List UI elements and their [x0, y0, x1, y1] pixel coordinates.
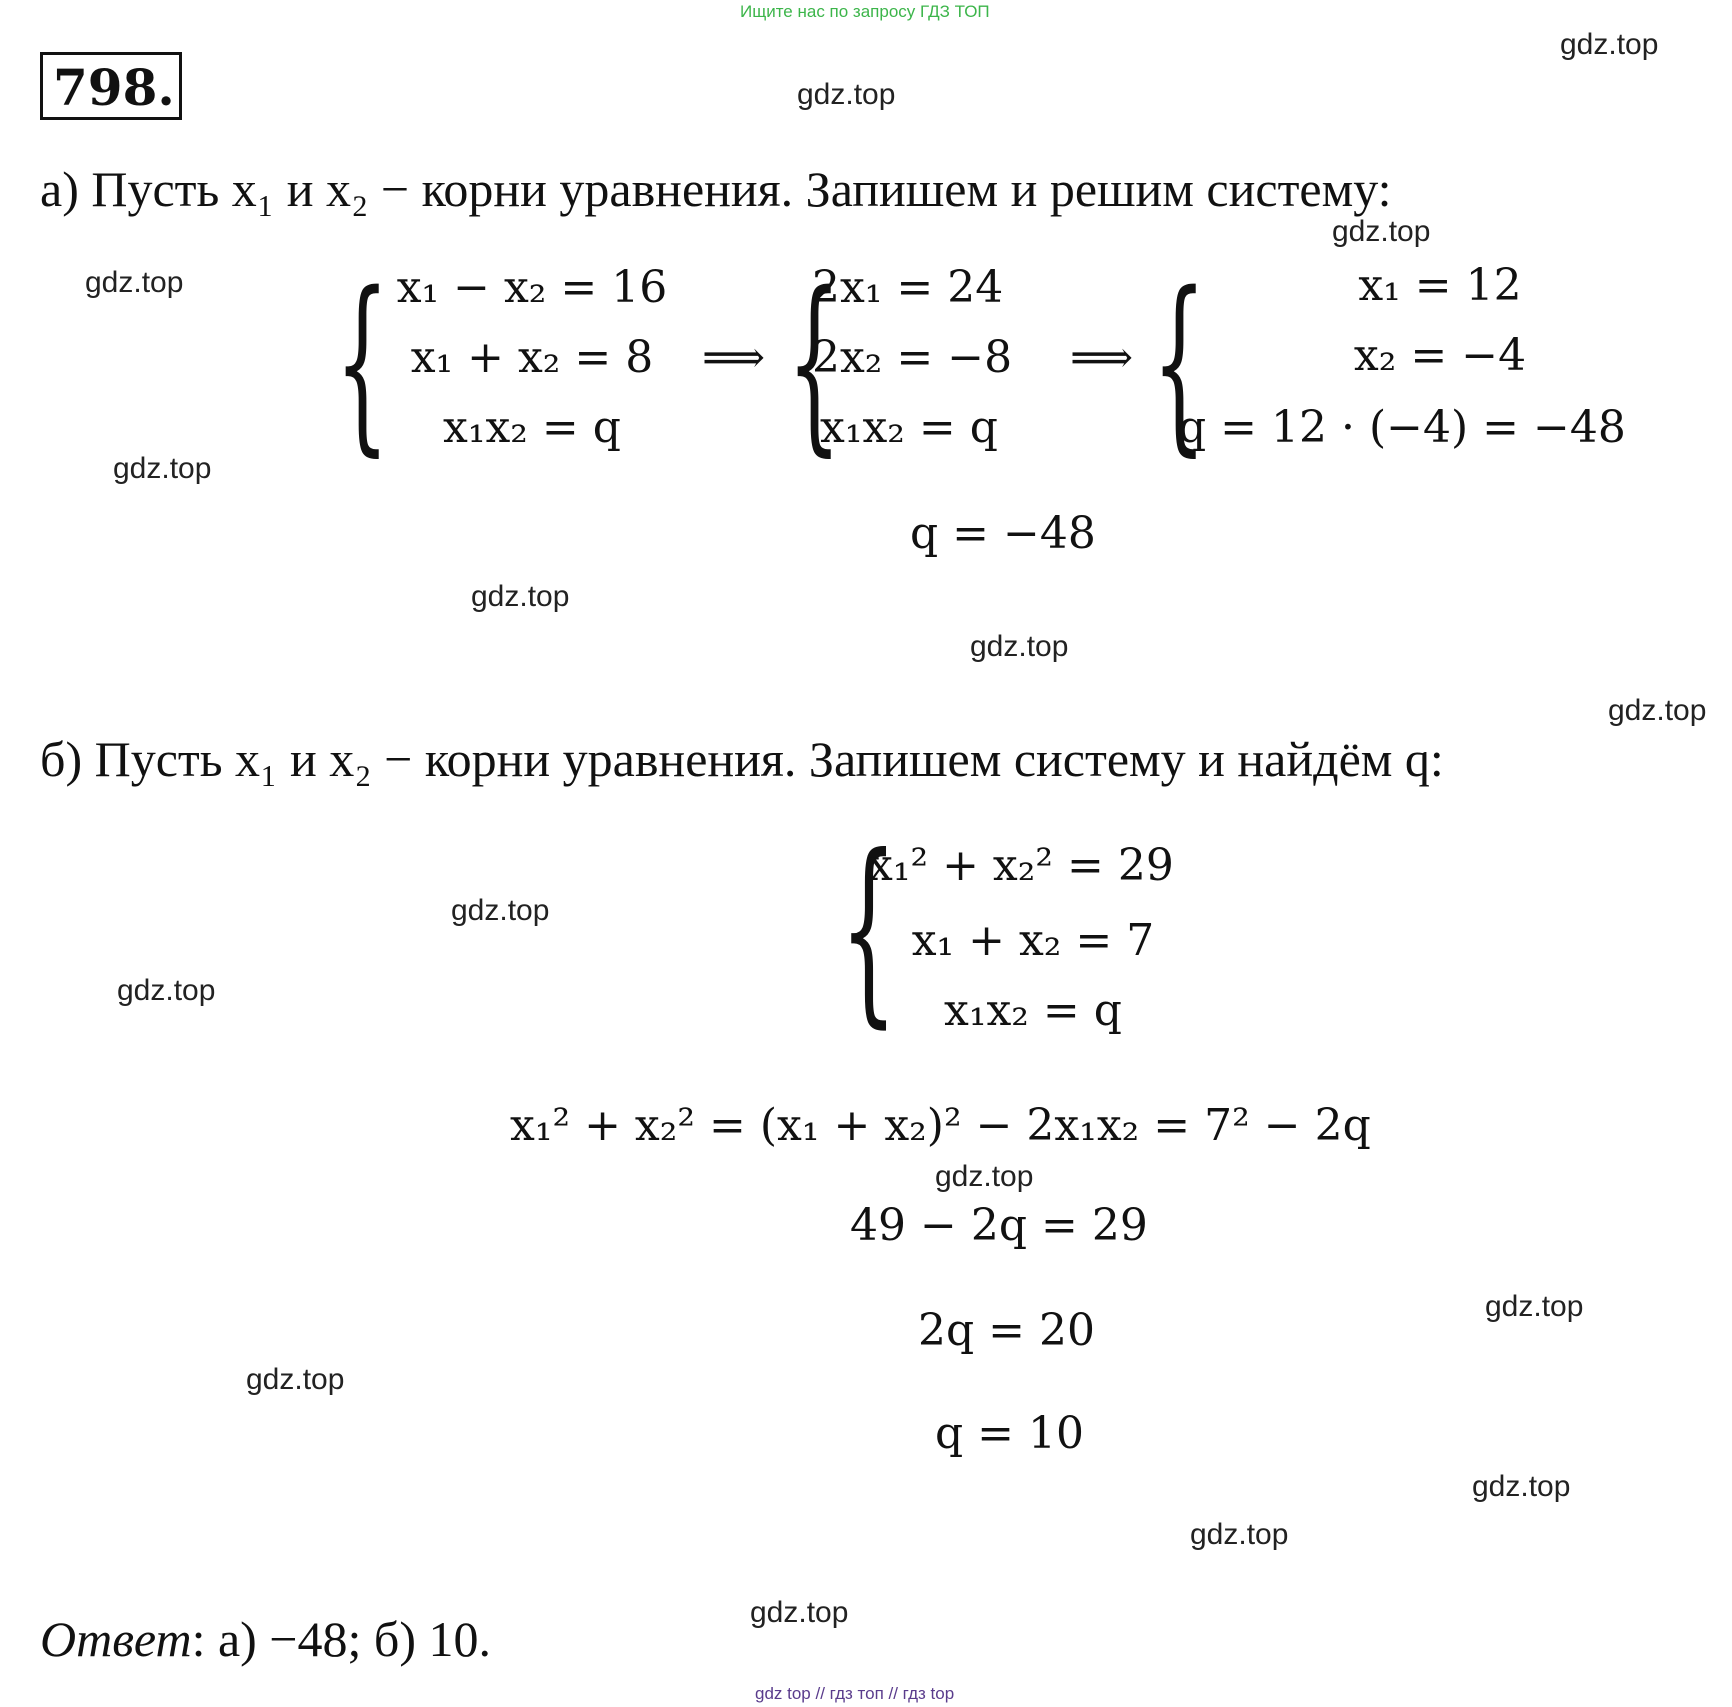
system-1-line-1: x₁ − x₂ = 16	[396, 262, 668, 313]
part-a-intro	[40, 160, 1392, 218]
step-2q: 2q = 20	[918, 1305, 1095, 1356]
system-b-line-2: x₁ + x₂ = 7	[911, 915, 1155, 966]
implies-arrow-1: ⟹	[702, 332, 766, 383]
watermark: gdz.top	[117, 974, 216, 1007]
watermark: gdz.top	[1608, 694, 1707, 727]
step-equation: 49 − 2q = 29	[850, 1200, 1148, 1251]
watermark: gdz.top	[750, 1596, 849, 1629]
watermark: gdz.top	[935, 1160, 1034, 1193]
brace-system-b: {	[840, 813, 898, 1046]
system-b-line-3: x₁x₂ = q	[944, 985, 1122, 1036]
step-identity: x₁² + x₂² = (x₁ + x₂)² − 2x₁x₂ = 7² − 2q	[510, 1100, 1371, 1151]
watermark: gdz.top	[113, 452, 212, 485]
watermark: gdz.top	[451, 894, 550, 927]
part-b-label: б)	[40, 731, 83, 787]
watermark: gdz.top	[471, 580, 570, 613]
part-b-intro	[40, 730, 1444, 788]
bottom-banner: gdz top // гдз топ // гдз top	[755, 1684, 955, 1703]
watermark: gdz.top	[1332, 215, 1431, 248]
problem-number: 798	[53, 58, 158, 117]
top-banner: Ищите нас по запросу ГДЗ ТОП	[740, 2, 990, 21]
step-q: q = 10	[935, 1408, 1084, 1459]
watermark: gdz.top	[1485, 1290, 1584, 1323]
system-3-line-2: x₂ = −4	[1353, 330, 1527, 381]
watermark: gdz.top	[970, 630, 1069, 663]
implies-arrow-2: ⟹	[1070, 332, 1134, 383]
answer-label: Ответ	[40, 1611, 192, 1667]
system-2-line-3: x₁x₂ = q	[820, 402, 998, 453]
system-3-line-1: x₁ = 12	[1358, 260, 1522, 311]
brace-system-1: {	[335, 252, 390, 473]
brace-system-2: {	[787, 252, 842, 473]
watermark: gdz.top	[246, 1363, 345, 1396]
watermark: gdz.top	[1560, 28, 1659, 61]
part-a-intro-text: Пусть x₁ и x₂ − корни уравнения. Запишем и решим систему:	[91, 161, 1392, 217]
watermark: gdz.top	[797, 78, 896, 111]
answer-text: : а) −48; б) 10.	[191, 1611, 491, 1667]
watermark: gdz.top	[1472, 1470, 1571, 1503]
system-1-line-2: x₁ + x₂ = 8	[410, 332, 654, 383]
part-b-intro-text: Пусть x₁ и x₂ − корни уравнения. Запишем систему и найдём q:	[94, 731, 1444, 787]
watermark: gdz.top	[85, 266, 184, 299]
answer	[40, 1610, 491, 1668]
system-2-line-2: 2x₂ = −8	[812, 332, 1013, 383]
brace-system-3: {	[1152, 252, 1207, 473]
system-2-line-1: 2x₁ = 24	[812, 262, 1004, 313]
part-a-label: а)	[40, 161, 79, 217]
part-a-result: q = −48	[910, 508, 1096, 559]
system-b-line-1: x₁² + x₂² = 29	[868, 840, 1174, 891]
watermark: gdz.top	[1190, 1518, 1289, 1551]
system-1-line-3: x₁x₂ = q	[443, 402, 621, 453]
problem-number-box: 798.	[40, 52, 182, 120]
system-3-line-3: q = 12 · (−4) = −48	[1178, 402, 1626, 453]
